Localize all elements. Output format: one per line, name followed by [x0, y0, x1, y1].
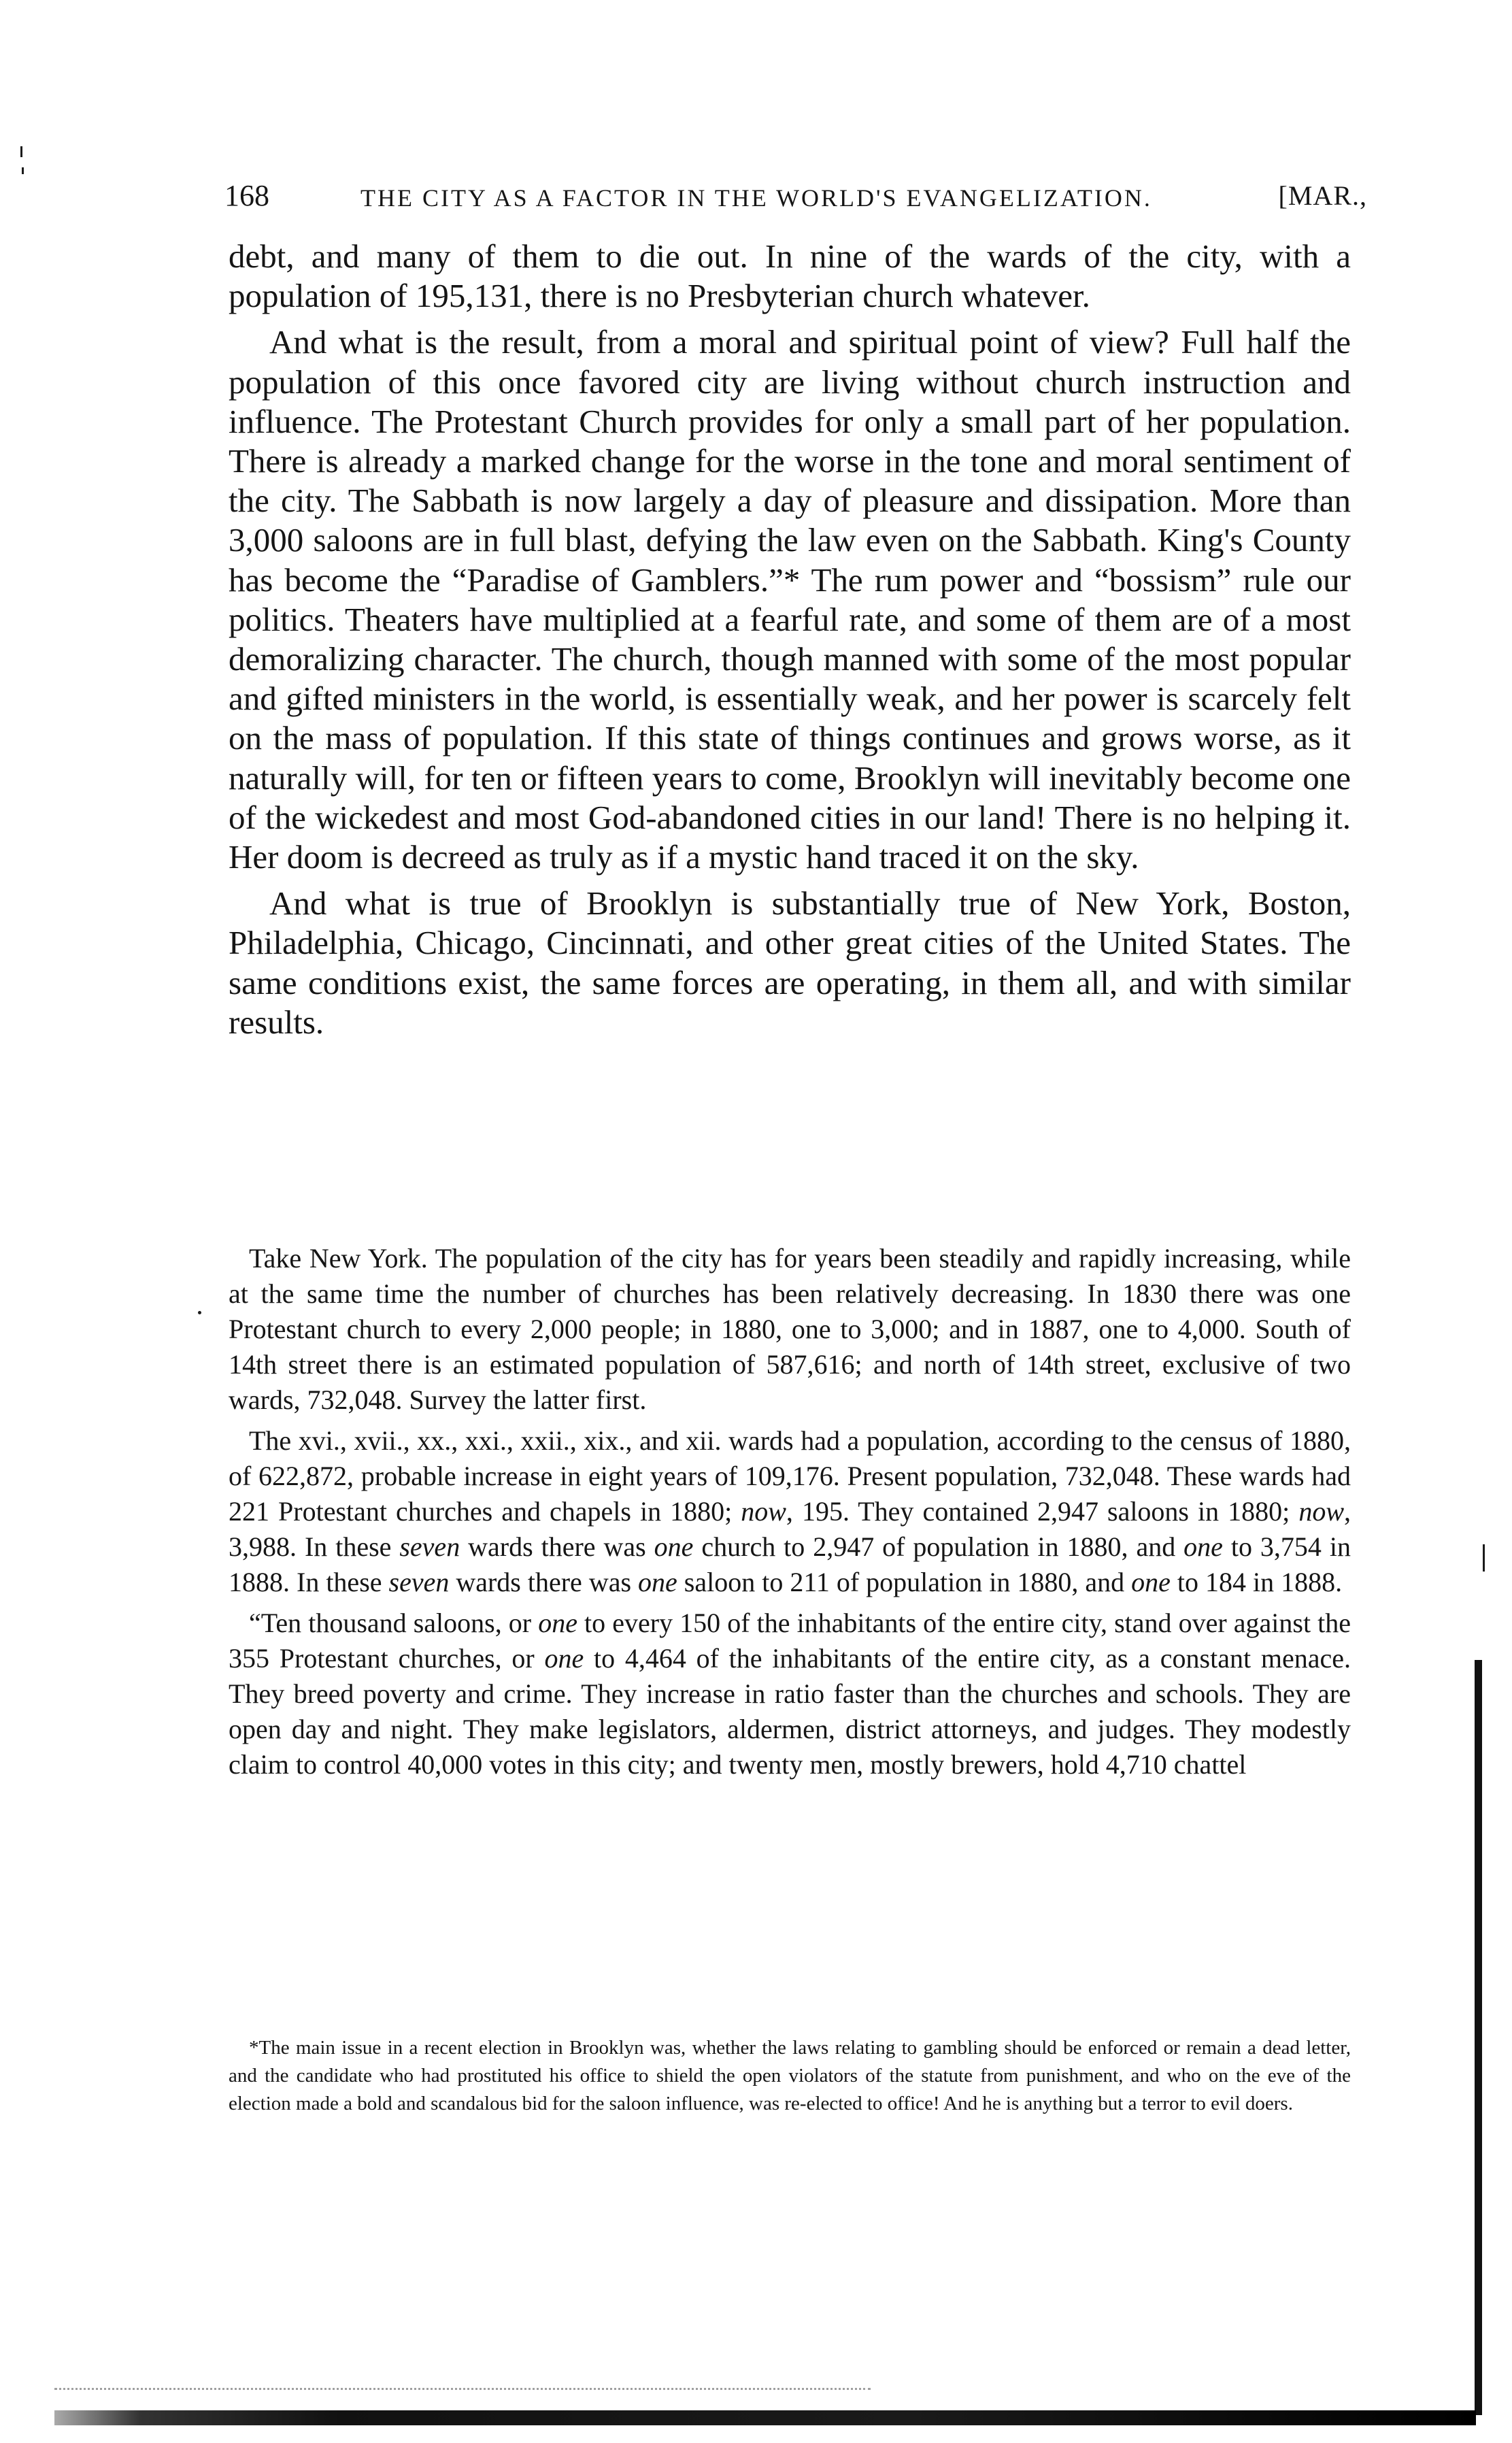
- running-title: THE CITY AS A FACTOR IN THE WORLD'S EVANGELIZATION.: [360, 184, 1152, 212]
- statistics-text: [229, 1241, 1351, 1782]
- text-run: to 3,754 in 1888. In these: [229, 1531, 1351, 1597]
- text-run: , 195. They contained 2,947 saloons in 1880;: [786, 1496, 1299, 1527]
- footnote-text: *The main issue in a recent election in Brooklyn was, whether the laws relating to gambling should be enforced or remain a dead letter, and the candidate who had prostituted his office to shield the open violators of the statute from punishment, and who on the eve of the election made a bold and scandalous bid for the saloon influence, was re-elected to office! And he is anything but a terror to evil doers.: [229, 2037, 1351, 2114]
- text-run: saloon to 211 of population in 1880, and: [677, 1567, 1132, 1597]
- italic-run: seven: [388, 1567, 450, 1597]
- page-header: [224, 178, 1367, 219]
- text-run: “Ten thousand saloons, or: [249, 1608, 539, 1638]
- main-text: [229, 237, 1351, 1042]
- scan-speck: [20, 146, 22, 157]
- italic-run: one: [538, 1608, 577, 1638]
- paragraph-result: And what is the result, from a moral and spiritual point of view? Full half the population of this once favored city are living without church instruction and influence. The Protestant Church provides for only a small part of her population. There is already a marked change for the worse in the tone and moral sentiment of the city. The Sabbath is now largely a day of pleasure and dissipation. More than 3,000 saloons are in full blast, defying the law even on the Sabbath. King's County has become the “Paradise of Gamblers.”* The rum power and “bossism” rule our politics. Theaters have multiplied at a fearful rate, and some of them are of a most demoralizing character. The church, though manned with some of the most popular and gifted ministers in the world, is essentially weak, and her power is scarcely felt on the mass of population. If this state of things continues and grows worse, as it naturally will, for ten or fifteen years to come, Brooklyn will inevitably become one of the wickedest and most God-abandoned cities in our land! There is no helping it. Her doom is decreed as truly as if a mystic hand traced it on the sky.: [229, 323, 1351, 876]
- paragraph-new-york: Take New York. The population of the city has for years been steadily and rapidly increasing, while at the same time the number of churches has been relatively decreasing. In 1830 there was one Protestant church to every 2,000 people; in 1880, one to 3,000; and in 1887, one to 4,000. South of 14th street there is an estimated population of 587,616; and north of 14th street, exclusive of two wards, 732,048. Survey the latter first.: [229, 1243, 1351, 1415]
- scan-noise: [54, 2388, 871, 2402]
- paragraph-other-cities: And what is true of Brooklyn is substantially true of New York, Boston, Philadelphia, Chicago, Cincinnati, and other great cities of the United States. The same conditions exist, the same forces are operating, in them all, and with similar results.: [229, 884, 1351, 1041]
- text-run: church to 2,947 of population in 1880, and: [693, 1531, 1184, 1562]
- italic-run: one: [1131, 1567, 1171, 1597]
- scan-speck: [22, 167, 24, 174]
- text-run: The xvi., xvii., xx., xxi., xxii., xix., and xii. wards had a population, according to the census of 1880, of 622,872, probable increase in eight years of 109,176. Present population, 732,048. These wards had 221 Protestant churches and chapels in 1880;: [229, 1425, 1351, 1527]
- scan-speck: [198, 1311, 201, 1314]
- text-run: to every 150 of the inhabitants of the entire city, stand over against the 355 Protestant churches, or: [229, 1608, 1351, 1674]
- date-mark: [MAR.,: [1278, 180, 1367, 211]
- paragraph-continuation: debt, and many of them to die out. In nine of the wards of the city, with a population of 195,131, there is no Presbyterian church whatever.: [229, 237, 1351, 315]
- italic-run: one: [654, 1531, 694, 1562]
- italic-run: one: [638, 1567, 677, 1597]
- scan-speck: [1483, 1544, 1485, 1572]
- paragraph-wards: [229, 1423, 1351, 1600]
- text-run: wards there was: [460, 1531, 654, 1562]
- text-run: wards there was: [449, 1567, 639, 1597]
- italic-run: one: [544, 1643, 584, 1674]
- paragraph-saloons-quote: [229, 1606, 1351, 1782]
- italic-run: now: [741, 1496, 786, 1527]
- text-run: to 4,464 of the inhabitants of the entire city, as a constant menace. They breed poverty and crime. They increase in ratio faster than the churches and schools. They are open day and night. They make legislators, aldermen, district attorneys, and judges. They modestly claim to control 40,000 votes in this city; and twenty men, mostly brewers, hold 4,710 chattel: [229, 1643, 1351, 1780]
- scan-bottom-edge: [54, 2410, 1476, 2425]
- text-run: to 184 in 1888.: [1170, 1567, 1343, 1597]
- italic-run: seven: [399, 1531, 460, 1562]
- italic-run: one: [1183, 1531, 1223, 1562]
- scan-edge-shadow: [1475, 1660, 1482, 2415]
- page-number: 168: [224, 179, 269, 212]
- text-run: , 3,988. In these: [229, 1496, 1351, 1562]
- italic-run: now: [1298, 1496, 1344, 1527]
- footnote: [229, 2034, 1351, 2118]
